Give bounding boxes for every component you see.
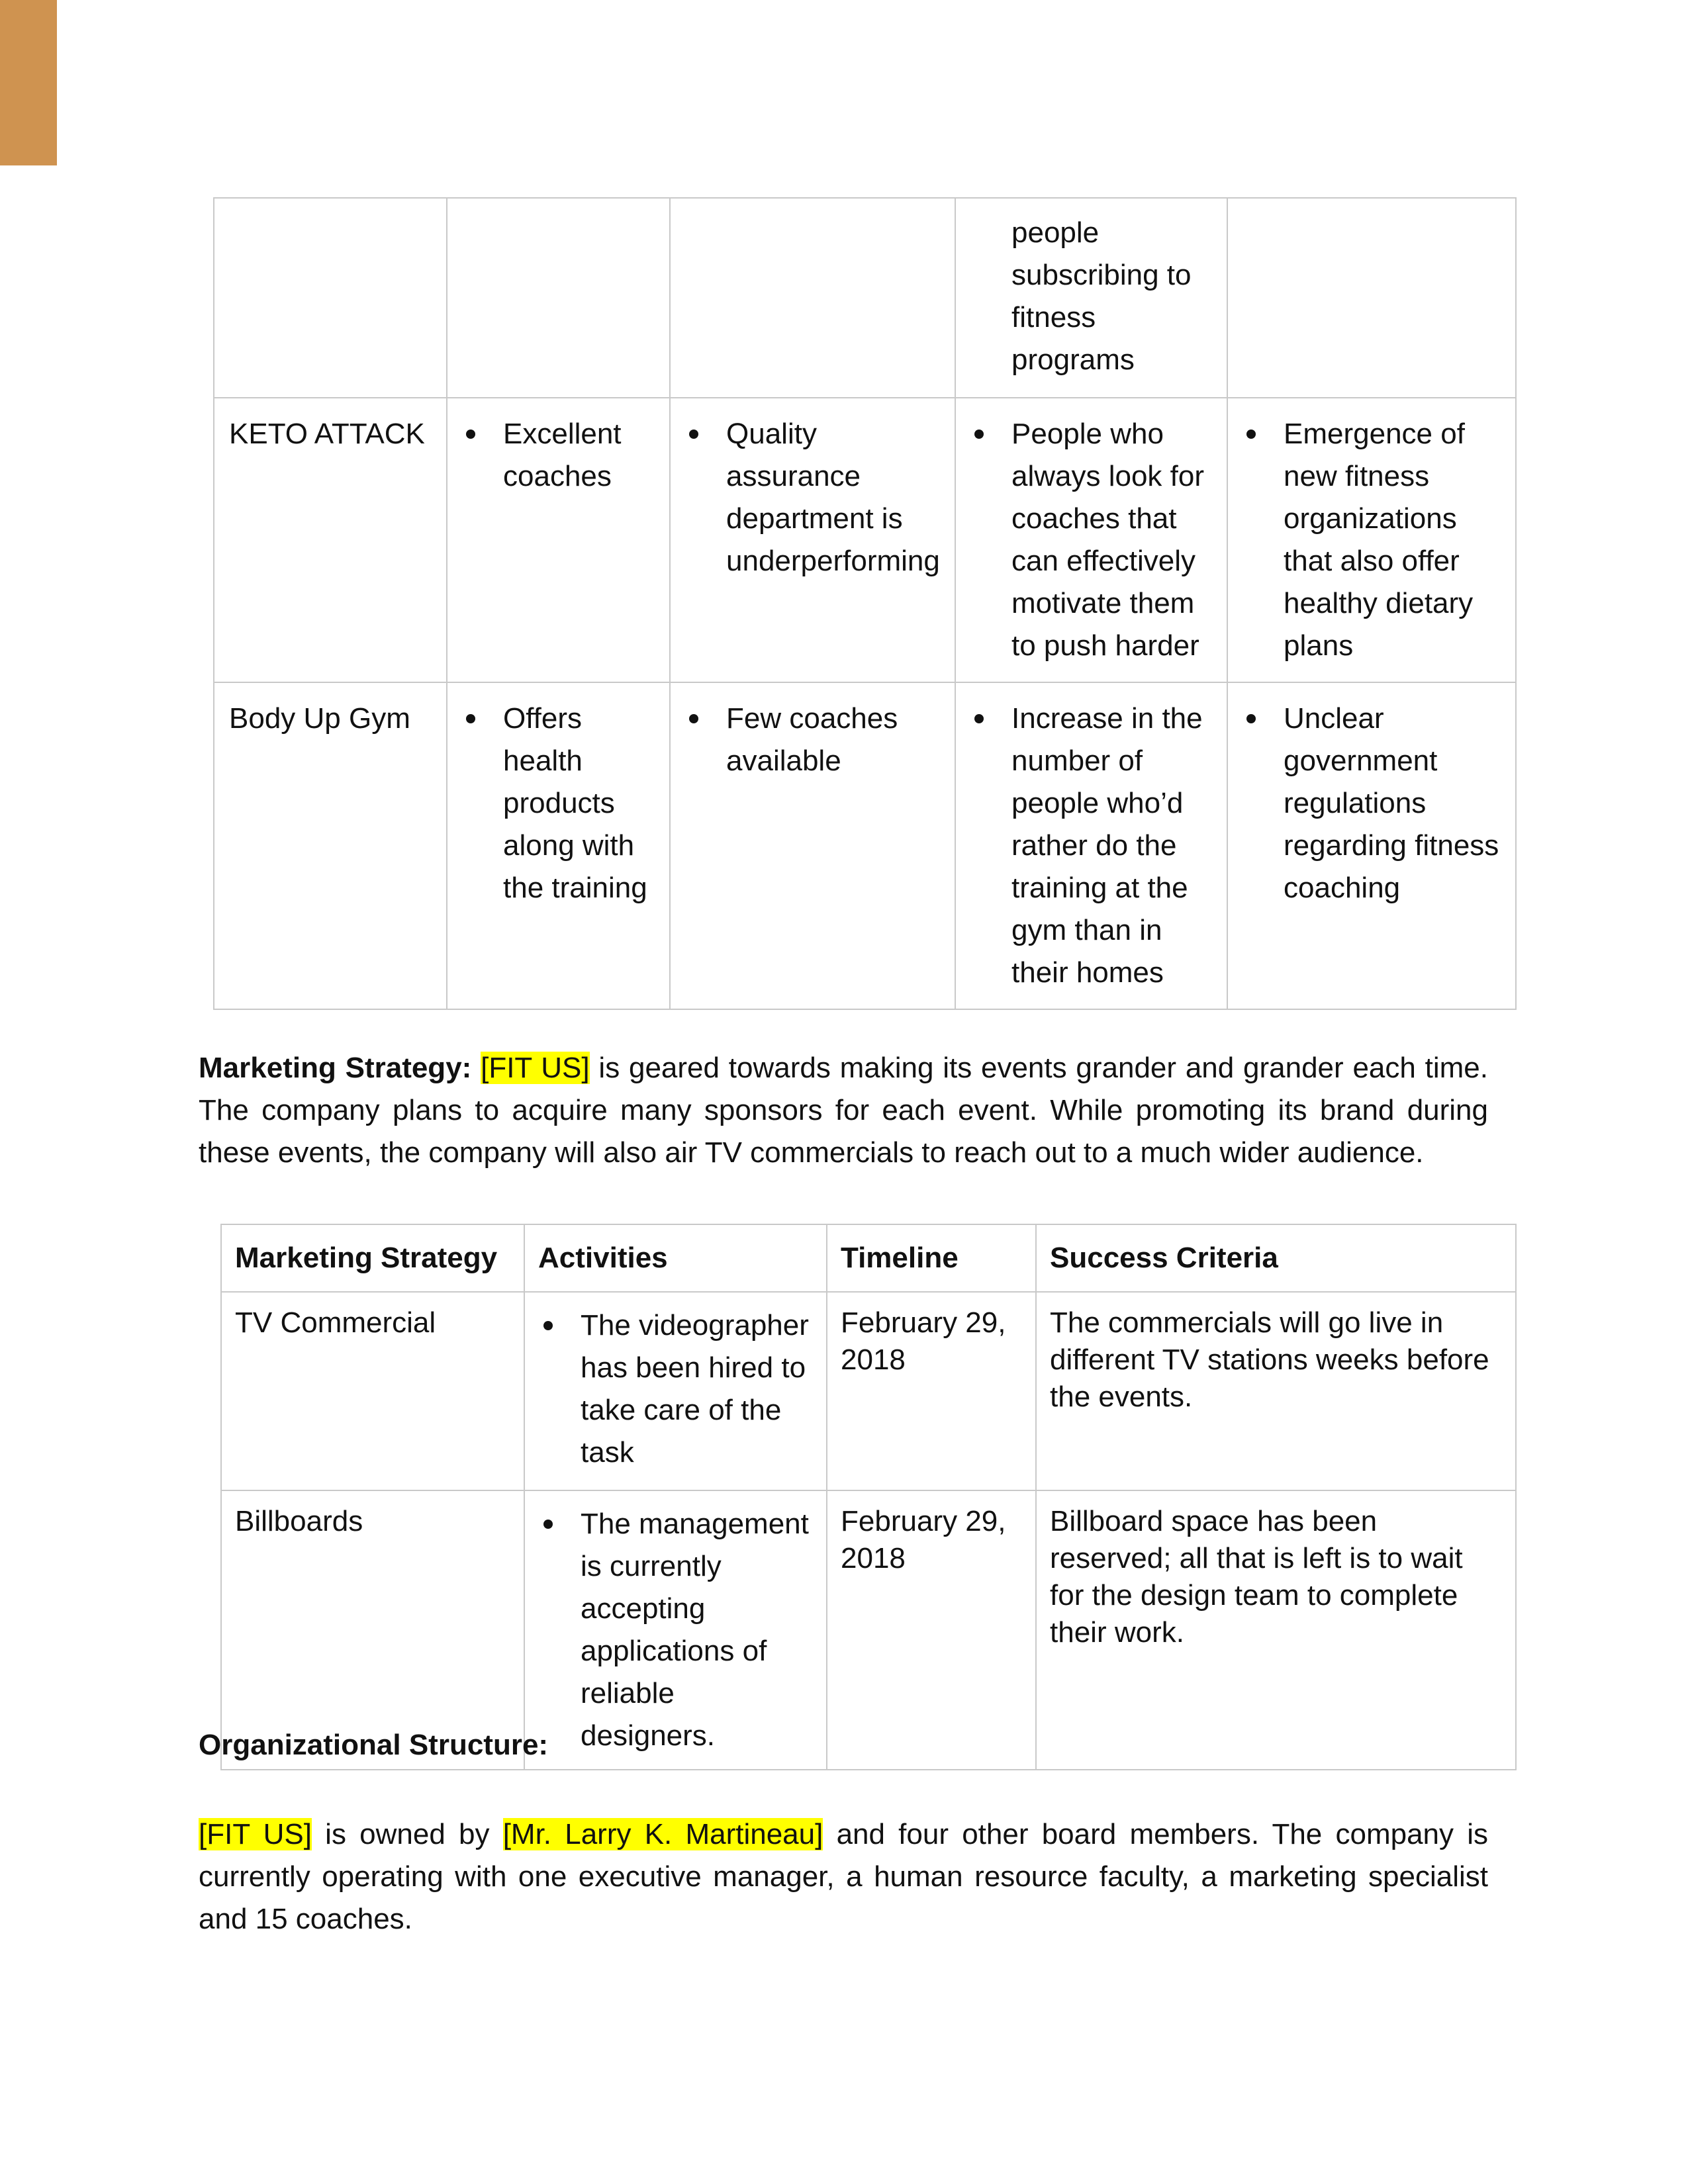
table-row xyxy=(214,398,1516,682)
list-item: People who always look for coaches that can effectively motivate them to push harder xyxy=(969,413,1215,667)
list-item: Few coaches available xyxy=(684,698,943,782)
company-placeholder: [FIT US] xyxy=(481,1052,590,1084)
org-heading: Organizational Structure: xyxy=(199,1729,549,1761)
list-item: Unclear government regulations regarding fitness coaching xyxy=(1241,698,1503,909)
timeline-cell: February 29, 2018 xyxy=(827,1490,1036,1770)
weaknesses-cell xyxy=(670,398,955,682)
org-text-2: and four other board members. The company is currently operating with one executive manager, a human resource faculty, a marketing specialist and 15 coaches. xyxy=(199,1818,1488,1935)
table-row xyxy=(214,198,1516,398)
opportunity-continued-text: people subscribing to fitness programs xyxy=(1011,216,1192,376)
activity-cell xyxy=(524,1490,827,1770)
strategy-cell: Billboards xyxy=(221,1490,524,1770)
table-row xyxy=(221,1490,1516,1770)
activity-cell xyxy=(524,1292,827,1490)
marketing-paragraph xyxy=(199,1047,1488,1174)
swot-table xyxy=(213,197,1517,1010)
timeline-cell: February 29, 2018 xyxy=(827,1292,1036,1490)
opportunities-cell xyxy=(955,198,1227,398)
column-header: Marketing Strategy xyxy=(221,1224,524,1292)
marketing-text: is geared towards making its events grander and grander each time. The company plans to acquire many sponsors for each event. While promoting its brand during these events, the company will also air TV commercials to reach out to a much wider audience. xyxy=(199,1052,1488,1169)
criteria-cell: The commercials will go live in different TV stations weeks before the events. xyxy=(1036,1292,1516,1490)
table-row xyxy=(221,1292,1516,1490)
opportunities-cell xyxy=(955,398,1227,682)
table-header-row xyxy=(221,1224,1516,1292)
owner-placeholder: [Mr. Larry K. Martineau] xyxy=(502,1818,823,1850)
marketing-table xyxy=(220,1224,1517,1770)
page-corner-tab xyxy=(0,0,57,165)
column-header: Activities xyxy=(524,1224,827,1292)
list-item: Emergence of new fitness organizations that also offer healthy dietary plans xyxy=(1241,413,1503,667)
criteria-cell: Billboard space has been reserved; all that is left is to wait for the design team to complete their work. xyxy=(1036,1490,1516,1770)
list-item: Increase in the number of people who’d rather do the training at the gym than in their homes xyxy=(969,698,1215,994)
threats-cell xyxy=(1227,398,1516,682)
strategy-cell: TV Commercial xyxy=(221,1292,524,1490)
column-header: Timeline xyxy=(827,1224,1036,1292)
company-placeholder: [FIT US] xyxy=(199,1818,312,1850)
table-row xyxy=(214,682,1516,1009)
opportunities-cell xyxy=(955,682,1227,1009)
list-item: Excellent coaches xyxy=(461,413,657,498)
threats-cell xyxy=(1227,682,1516,1009)
org-paragraph xyxy=(199,1813,1488,1940)
weaknesses-cell xyxy=(670,682,955,1009)
weaknesses-cell xyxy=(670,198,955,398)
list-item: Offers health products along with the training xyxy=(461,698,657,909)
column-header: Success Criteria xyxy=(1036,1224,1516,1292)
competitor-cell: KETO ATTACK xyxy=(214,398,447,682)
strengths-cell xyxy=(447,682,670,1009)
strengths-cell xyxy=(447,398,670,682)
org-text-1: is owned by xyxy=(311,1818,503,1850)
strengths-cell xyxy=(447,198,670,398)
list-item: The videographer has been hired to take care of the task xyxy=(538,1304,813,1474)
list-item: The management is currently accepting applications of reliable designers. xyxy=(538,1503,813,1757)
competitor-cell: Body Up Gym xyxy=(214,682,447,1009)
competitor-cell xyxy=(214,198,447,398)
marketing-label: Marketing Strategy: xyxy=(199,1052,472,1084)
threats-cell xyxy=(1227,198,1516,398)
list-item: Quality assurance department is underperforming xyxy=(684,413,943,582)
